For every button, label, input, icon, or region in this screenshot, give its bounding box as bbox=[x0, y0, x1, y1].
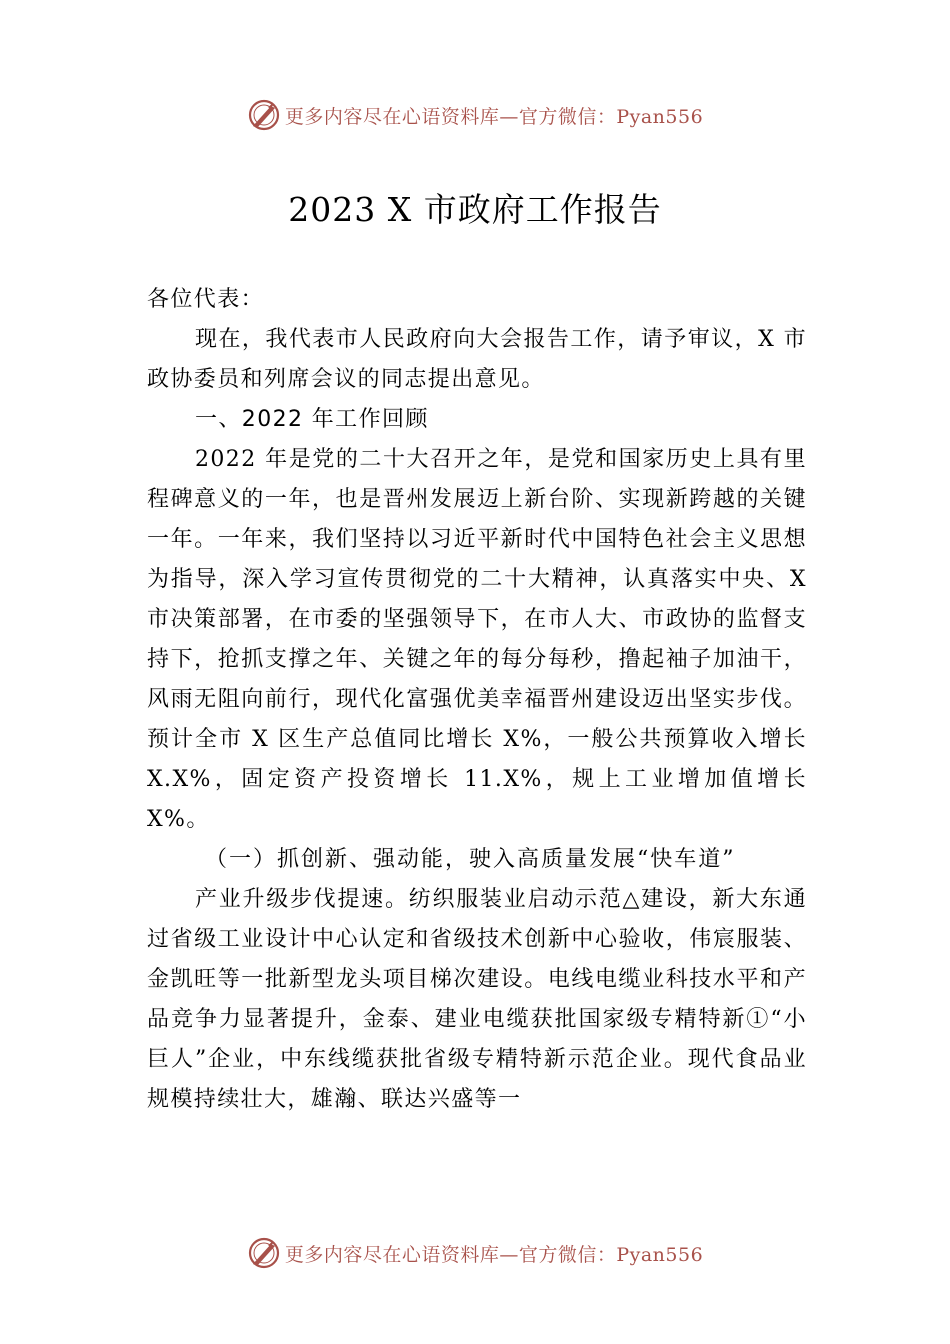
document-title: 2023 X 市政府工作报告 bbox=[288, 190, 662, 229]
watermark-text: 更多内容尽在心语资料库—官方微信：Pyan556 bbox=[284, 1243, 704, 1266]
industry-paragraph: 产业升级步伐提速。纺织服装业启动示范△建设，新大东通过省级工业设计中心认定和省级技术创新中心验收，伟宸服装、金凯旺等一批新型龙头项目梯次建设。电线电缆业科技水平和产品竞争力显著提升，金泰、建业电缆获批国家级专精特新①“小巨人”企业，中东线缆获批省级专精特新示范企业。现代食品业规模持续壮大，雄瀚、联达兴盛等一 bbox=[147, 887, 807, 1112]
document-body bbox=[147, 280, 807, 1120]
watermark-banner-bottom bbox=[0, 1228, 950, 1278]
watermark-text: 更多内容尽在心语资料库—官方微信：Pyan556 bbox=[284, 105, 704, 128]
subsection-heading: （一）抓创新、强动能，驶入高质量发展“快车道” bbox=[205, 847, 736, 872]
section-heading: 一、2022 年工作回顾 bbox=[195, 407, 429, 432]
intro-paragraph: 现在，我代表市人民政府向大会报告工作，请予审议，X 市政协委员和列席会议的同志提出意见。 bbox=[147, 327, 807, 392]
salutation: 各位代表： bbox=[147, 287, 265, 312]
watermark-banner-top bbox=[0, 90, 950, 140]
review-paragraph: 2022 年是党的二十大召开之年，是党和国家历史上具有里程碑意义的一年，也是晋州发展迈上新台阶、实现新跨越的关键一年。一年来，我们坚持以习近平新时代中国特色社会主义思想为指导，深入学习宣传贯彻党的二十大精神，认真落实中央、X 市决策部署，在市委的坚强领导下，在市人大、市政协的监督支持下，抢抓支撑之年、关键之年的每分每秒，撸起袖子加油干，风雨无阻向前行，现代化富强优美幸福晋州建设迈出坚实步伐。预计全市 X 区生产总值同比增长 X%，一般公共预算收入增长 X.X%，固定资产投资增长 11.X%，规上工业增加值增长 X%。 bbox=[147, 447, 807, 832]
pen-seal-icon bbox=[247, 1236, 281, 1270]
pen-seal-icon bbox=[247, 98, 281, 132]
